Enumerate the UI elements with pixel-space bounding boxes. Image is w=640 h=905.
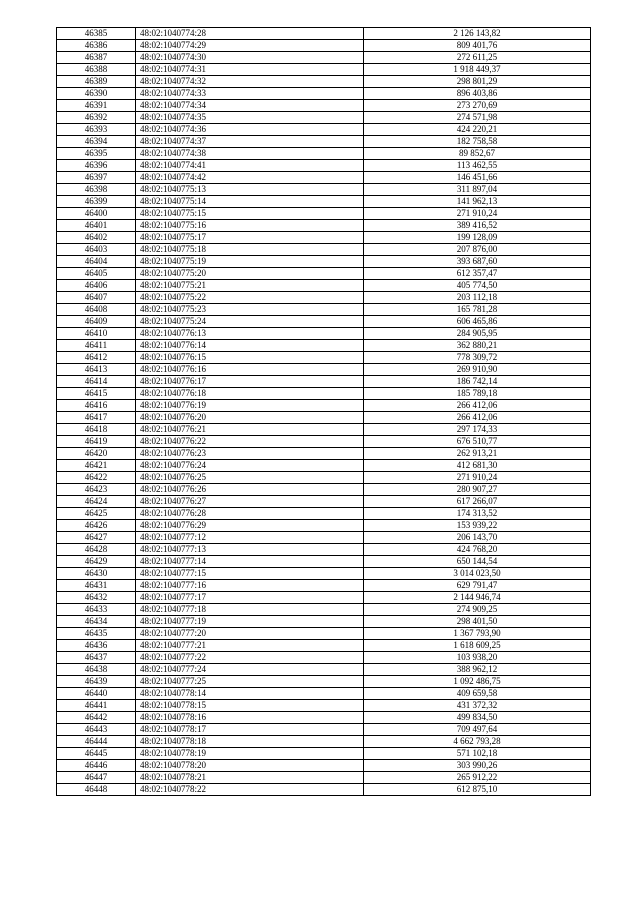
cadastral-value-cell: 629 791,47 (364, 580, 591, 592)
cadastral-value-cell: 185 789,18 (364, 388, 591, 400)
table-row (57, 136, 591, 148)
cadastral-value-cell: 4 662 793,28 (364, 736, 591, 748)
row-number-cell: 46432 (57, 592, 136, 604)
row-number-cell: 46402 (57, 232, 136, 244)
cadastral-number-cell: 48:02:1040774:33 (136, 88, 364, 100)
cadastral-value-cell: 207 876,00 (364, 244, 591, 256)
row-number-cell: 46414 (57, 376, 136, 388)
cadastral-value-cell: 298 401,50 (364, 616, 591, 628)
cadastral-number-cell: 48:02:1040778:22 (136, 784, 364, 796)
row-number-cell: 46426 (57, 520, 136, 532)
row-number-cell: 46412 (57, 352, 136, 364)
row-number-cell: 46427 (57, 532, 136, 544)
table-row (57, 280, 591, 292)
table-row (57, 700, 591, 712)
cadastral-number-cell: 48:02:1040775:16 (136, 220, 364, 232)
table-row (57, 688, 591, 700)
row-number-cell: 46411 (57, 340, 136, 352)
cadastral-value-cell: 273 270,69 (364, 100, 591, 112)
row-number-cell: 46388 (57, 64, 136, 76)
cadastral-number-cell: 48:02:1040776:14 (136, 340, 364, 352)
row-number-cell: 46415 (57, 388, 136, 400)
cadastral-value-cell: 362 880,21 (364, 340, 591, 352)
cadastral-value-cell: 298 801,29 (364, 76, 591, 88)
cadastral-value-cell: 103 938,20 (364, 652, 591, 664)
cadastral-value-cell: 272 611,25 (364, 52, 591, 64)
row-number-cell: 46395 (57, 148, 136, 160)
cadastral-number-cell: 48:02:1040776:20 (136, 412, 364, 424)
table-row (57, 652, 591, 664)
cadastral-number-cell: 48:02:1040777:12 (136, 532, 364, 544)
row-number-cell: 46421 (57, 460, 136, 472)
cadastral-value-cell: 165 781,28 (364, 304, 591, 316)
cadastral-number-cell: 48:02:1040775:24 (136, 316, 364, 328)
cadastral-value-cell: 1 367 793,90 (364, 628, 591, 640)
table-row (57, 604, 591, 616)
cadastral-number-cell: 48:02:1040777:14 (136, 556, 364, 568)
table-row (57, 268, 591, 280)
cadastral-value-cell: 424 768,20 (364, 544, 591, 556)
cadastral-value-cell: 393 687,60 (364, 256, 591, 268)
cadastral-number-cell: 48:02:1040774:29 (136, 40, 364, 52)
row-number-cell: 46418 (57, 424, 136, 436)
cadastral-number-cell: 48:02:1040776:25 (136, 472, 364, 484)
table-row (57, 388, 591, 400)
cadastral-value-cell: 266 412,06 (364, 412, 591, 424)
row-number-cell: 46396 (57, 160, 136, 172)
cadastral-value-cell: 280 907,27 (364, 484, 591, 496)
row-number-cell: 46385 (57, 28, 136, 40)
table-row (57, 760, 591, 772)
cadastral-number-cell: 48:02:1040775:22 (136, 292, 364, 304)
cadastral-value-cell: 617 266,07 (364, 496, 591, 508)
cadastral-value-cell: 431 372,32 (364, 700, 591, 712)
row-number-cell: 46390 (57, 88, 136, 100)
row-number-cell: 46435 (57, 628, 136, 640)
row-number-cell: 46430 (57, 568, 136, 580)
cadastral-number-cell: 48:02:1040778:14 (136, 688, 364, 700)
cadastral-number-cell: 48:02:1040774:34 (136, 100, 364, 112)
cadastral-number-cell: 48:02:1040777:13 (136, 544, 364, 556)
table-row (57, 724, 591, 736)
cadastral-number-cell: 48:02:1040776:21 (136, 424, 364, 436)
cadastral-number-cell: 48:02:1040774:41 (136, 160, 364, 172)
row-number-cell: 46446 (57, 760, 136, 772)
cadastral-number-cell: 48:02:1040776:27 (136, 496, 364, 508)
cadastral-value-cell: 113 462,55 (364, 160, 591, 172)
table-row (57, 232, 591, 244)
table-row (57, 472, 591, 484)
cadastral-value-cell: 676 510,77 (364, 436, 591, 448)
cadastral-number-cell: 48:02:1040777:21 (136, 640, 364, 652)
cadastral-number-cell: 48:02:1040777:25 (136, 676, 364, 688)
cadastral-value-cell: 1 618 609,25 (364, 640, 591, 652)
row-number-cell: 46423 (57, 484, 136, 496)
row-number-cell: 46448 (57, 784, 136, 796)
row-number-cell: 46387 (57, 52, 136, 64)
cadastral-value-cell: 153 939,22 (364, 520, 591, 532)
cadastral-number-cell: 48:02:1040777:16 (136, 580, 364, 592)
row-number-cell: 46440 (57, 688, 136, 700)
table-row (57, 520, 591, 532)
cadastral-value-cell: 89 852,67 (364, 148, 591, 160)
row-number-cell: 46429 (57, 556, 136, 568)
cadastral-value-cell: 269 910,90 (364, 364, 591, 376)
table-row (57, 340, 591, 352)
row-number-cell: 46439 (57, 676, 136, 688)
table-row (57, 628, 591, 640)
cadastral-number-cell: 48:02:1040777:17 (136, 592, 364, 604)
row-number-cell: 46399 (57, 196, 136, 208)
cadastral-number-cell: 48:02:1040775:17 (136, 232, 364, 244)
table-row (57, 172, 591, 184)
table-row (57, 76, 591, 88)
cadastral-value-cell: 274 571,98 (364, 112, 591, 124)
cadastral-value-cell: 388 962,12 (364, 664, 591, 676)
cadastral-number-cell: 48:02:1040774:32 (136, 76, 364, 88)
table-row (57, 292, 591, 304)
cadastral-value-cell: 412 681,30 (364, 460, 591, 472)
cadastral-number-cell: 48:02:1040777:18 (136, 604, 364, 616)
cadastral-value-cell: 809 401,76 (364, 40, 591, 52)
table-row (57, 256, 591, 268)
row-number-cell: 46410 (57, 328, 136, 340)
row-number-cell: 46422 (57, 472, 136, 484)
table-row (57, 220, 591, 232)
cadastral-value-cell: 571 102,18 (364, 748, 591, 760)
cadastral-value-cell: 709 497,64 (364, 724, 591, 736)
cadastral-number-cell: 48:02:1040774:31 (136, 64, 364, 76)
row-number-cell: 46443 (57, 724, 136, 736)
row-number-cell: 46433 (57, 604, 136, 616)
cadastral-value-cell: 1 092 486,75 (364, 676, 591, 688)
cadastral-value-cell: 2 144 946,74 (364, 592, 591, 604)
table-row (57, 772, 591, 784)
row-number-cell: 46391 (57, 100, 136, 112)
cadastral-value-cell: 612 357,47 (364, 268, 591, 280)
cadastral-number-cell: 48:02:1040775:13 (136, 184, 364, 196)
row-number-cell: 46431 (57, 580, 136, 592)
cadastral-number-cell: 48:02:1040775:15 (136, 208, 364, 220)
cadastral-value-cell: 612 875,10 (364, 784, 591, 796)
row-number-cell: 46404 (57, 256, 136, 268)
row-number-cell: 46397 (57, 172, 136, 184)
row-number-cell: 46405 (57, 268, 136, 280)
cadastral-number-cell: 48:02:1040777:15 (136, 568, 364, 580)
cadastral-number-cell: 48:02:1040777:20 (136, 628, 364, 640)
table-row (57, 244, 591, 256)
table-row (57, 580, 591, 592)
table-row (57, 124, 591, 136)
cadastral-number-cell: 48:02:1040775:21 (136, 280, 364, 292)
row-number-cell: 46406 (57, 280, 136, 292)
table-row (57, 184, 591, 196)
cadastral-value-cell: 206 143,70 (364, 532, 591, 544)
table-row (57, 196, 591, 208)
cadastral-value-cell: 3 014 023,50 (364, 568, 591, 580)
cadastral-value-cell: 174 313,52 (364, 508, 591, 520)
cadastral-number-cell: 48:02:1040774:38 (136, 148, 364, 160)
cadastral-number-cell: 48:02:1040776:16 (136, 364, 364, 376)
table-row (57, 784, 591, 796)
table-row (57, 316, 591, 328)
table-row (57, 616, 591, 628)
cadastral-number-cell: 48:02:1040778:18 (136, 736, 364, 748)
table-row (57, 532, 591, 544)
cadastral-number-cell: 48:02:1040778:19 (136, 748, 364, 760)
cadastral-number-cell: 48:02:1040778:16 (136, 712, 364, 724)
table-row (57, 148, 591, 160)
cadastral-value-cell: 499 834,50 (364, 712, 591, 724)
cadastral-value-cell: 409 659,58 (364, 688, 591, 700)
cadastral-number-cell: 48:02:1040778:20 (136, 760, 364, 772)
cadastral-value-cell: 182 758,58 (364, 136, 591, 148)
row-number-cell: 46442 (57, 712, 136, 724)
row-number-cell: 46416 (57, 400, 136, 412)
table-row (57, 496, 591, 508)
table-row (57, 328, 591, 340)
table-row (57, 568, 591, 580)
table-row (57, 484, 591, 496)
table-row (57, 160, 591, 172)
cadastral-number-cell: 48:02:1040776:17 (136, 376, 364, 388)
cadastral-value-cell: 271 910,24 (364, 472, 591, 484)
table-row (57, 304, 591, 316)
table-row (57, 100, 591, 112)
row-number-cell: 46428 (57, 544, 136, 556)
row-number-cell: 46394 (57, 136, 136, 148)
row-number-cell: 46417 (57, 412, 136, 424)
row-number-cell: 46425 (57, 508, 136, 520)
table-row (57, 64, 591, 76)
table-row (57, 448, 591, 460)
row-number-cell: 46392 (57, 112, 136, 124)
table-row (57, 208, 591, 220)
row-number-cell: 46401 (57, 220, 136, 232)
cadastral-number-cell: 48:02:1040777:22 (136, 652, 364, 664)
row-number-cell: 46438 (57, 664, 136, 676)
cadastral-value-cell: 284 905,95 (364, 328, 591, 340)
cadastral-value-cell: 424 220,21 (364, 124, 591, 136)
table-row (57, 52, 591, 64)
cadastral-value-cell: 266 412,06 (364, 400, 591, 412)
cadastral-number-cell: 48:02:1040774:35 (136, 112, 364, 124)
row-number-cell: 46445 (57, 748, 136, 760)
row-number-cell: 46400 (57, 208, 136, 220)
cadastral-value-cell: 896 403,86 (364, 88, 591, 100)
cadastral-value-cell: 141 962,13 (364, 196, 591, 208)
table-row (57, 556, 591, 568)
cadastral-number-cell: 48:02:1040776:28 (136, 508, 364, 520)
cadastral-value-cell: 271 910,24 (364, 208, 591, 220)
cadastral-value-cell: 146 451,66 (364, 172, 591, 184)
row-number-cell: 46444 (57, 736, 136, 748)
table-row (57, 352, 591, 364)
cadastral-value-cell: 650 144,54 (364, 556, 591, 568)
cadastral-number-cell: 48:02:1040774:36 (136, 124, 364, 136)
row-number-cell: 46408 (57, 304, 136, 316)
row-number-cell: 46420 (57, 448, 136, 460)
table-row (57, 400, 591, 412)
table-row (57, 676, 591, 688)
table-row (57, 508, 591, 520)
cadastral-value-cell: 262 913,21 (364, 448, 591, 460)
table-row (57, 40, 591, 52)
cadastral-number-cell: 48:02:1040774:42 (136, 172, 364, 184)
cadastral-value-cell: 297 174,33 (364, 424, 591, 436)
cadastral-number-cell: 48:02:1040775:23 (136, 304, 364, 316)
cadastral-number-cell: 48:02:1040778:15 (136, 700, 364, 712)
row-number-cell: 46413 (57, 364, 136, 376)
cadastral-number-cell: 48:02:1040775:14 (136, 196, 364, 208)
cadastral-number-cell: 48:02:1040775:20 (136, 268, 364, 280)
cadastral-value-cell: 2 126 143,82 (364, 28, 591, 40)
row-number-cell: 46386 (57, 40, 136, 52)
table-row (57, 88, 591, 100)
cadastral-number-cell: 48:02:1040776:15 (136, 352, 364, 364)
cadastral-value-cell: 778 309,72 (364, 352, 591, 364)
row-number-cell: 46393 (57, 124, 136, 136)
table-row (57, 28, 591, 40)
table-row (57, 112, 591, 124)
table-row (57, 376, 591, 388)
table-row (57, 640, 591, 652)
cadastral-value-cell: 199 128,09 (364, 232, 591, 244)
row-number-cell: 46389 (57, 76, 136, 88)
cadastral-number-cell: 48:02:1040776:18 (136, 388, 364, 400)
row-number-cell: 46407 (57, 292, 136, 304)
cadastral-value-cell: 389 416,52 (364, 220, 591, 232)
cadastral-number-cell: 48:02:1040776:29 (136, 520, 364, 532)
table-row (57, 544, 591, 556)
cadastral-value-cell: 311 897,04 (364, 184, 591, 196)
table-row (57, 424, 591, 436)
row-number-cell: 46424 (57, 496, 136, 508)
cadastral-number-cell: 48:02:1040776:19 (136, 400, 364, 412)
table-row (57, 460, 591, 472)
row-number-cell: 46403 (57, 244, 136, 256)
cadastral-number-cell: 48:02:1040778:17 (136, 724, 364, 736)
table-body (57, 28, 591, 796)
table-row (57, 736, 591, 748)
row-number-cell: 46434 (57, 616, 136, 628)
table-row (57, 412, 591, 424)
cadastral-number-cell: 48:02:1040776:24 (136, 460, 364, 472)
row-number-cell: 46436 (57, 640, 136, 652)
table-row (57, 364, 591, 376)
cadastral-number-cell: 48:02:1040774:28 (136, 28, 364, 40)
table-row (57, 664, 591, 676)
cadastral-value-cell: 405 774,50 (364, 280, 591, 292)
cadastral-number-cell: 48:02:1040774:37 (136, 136, 364, 148)
row-number-cell: 46441 (57, 700, 136, 712)
cadastral-number-cell: 48:02:1040777:24 (136, 664, 364, 676)
cadastral-number-cell: 48:02:1040776:23 (136, 448, 364, 460)
row-number-cell: 46409 (57, 316, 136, 328)
cadastral-number-cell: 48:02:1040776:22 (136, 436, 364, 448)
cadastral-number-cell: 48:02:1040774:30 (136, 52, 364, 64)
cadastral-value-cell: 1 918 449,37 (364, 64, 591, 76)
row-number-cell: 46437 (57, 652, 136, 664)
cadastral-value-cell: 265 912,22 (364, 772, 591, 784)
cadastral-number-cell: 48:02:1040777:19 (136, 616, 364, 628)
table-row (57, 748, 591, 760)
cadastral-number-cell: 48:02:1040775:19 (136, 256, 364, 268)
cadastral-number-cell: 48:02:1040778:21 (136, 772, 364, 784)
cadastral-value-cell: 303 990,26 (364, 760, 591, 772)
cadastral-number-cell: 48:02:1040775:18 (136, 244, 364, 256)
row-number-cell: 46419 (57, 436, 136, 448)
cadastral-number-cell: 48:02:1040776:26 (136, 484, 364, 496)
row-number-cell: 46447 (57, 772, 136, 784)
row-number-cell: 46398 (57, 184, 136, 196)
table-row (57, 436, 591, 448)
cadastral-value-table (56, 27, 591, 796)
cadastral-value-cell: 606 465,86 (364, 316, 591, 328)
cadastral-value-cell: 203 112,18 (364, 292, 591, 304)
cadastral-value-cell: 274 909,25 (364, 604, 591, 616)
table-row (57, 592, 591, 604)
table-row (57, 712, 591, 724)
cadastral-number-cell: 48:02:1040776:13 (136, 328, 364, 340)
cadastral-value-cell: 186 742,14 (364, 376, 591, 388)
